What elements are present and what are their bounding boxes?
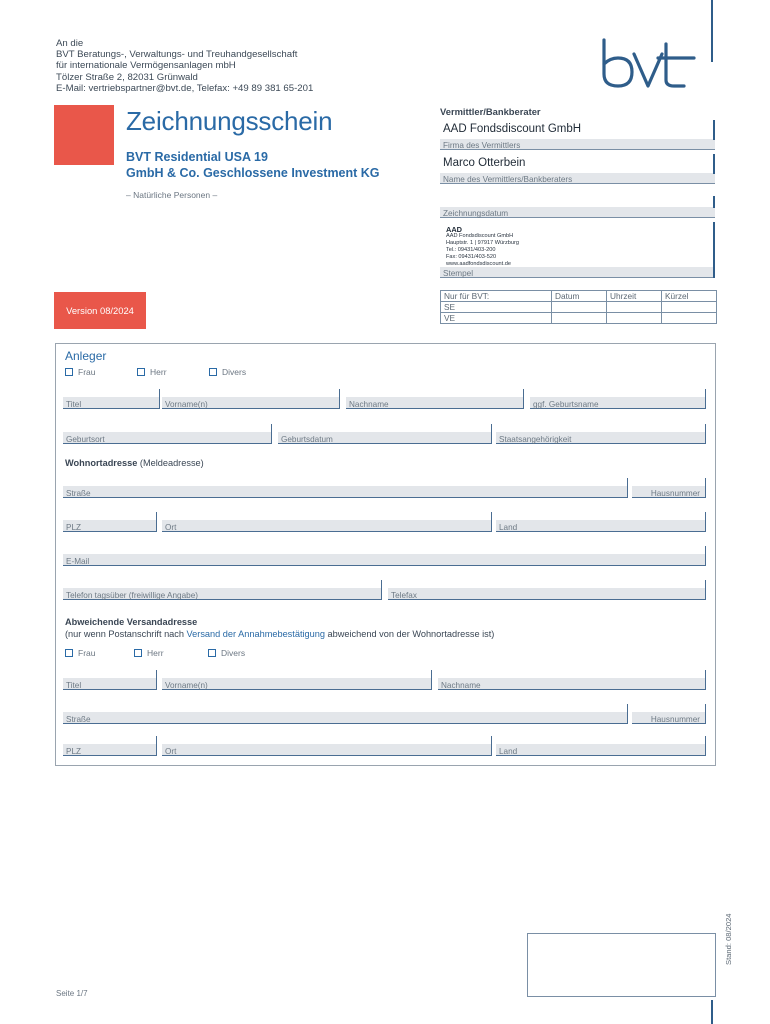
strasse-field[interactable]: Straße [63, 478, 628, 498]
versand-hausnummer-field[interactable]: Hausnummer [632, 704, 706, 724]
versand-strasse-field[interactable]: Straße [63, 704, 628, 724]
table-cell[interactable] [607, 302, 662, 313]
land-field[interactable]: Land [496, 512, 706, 532]
version-badge: Version 08/2024 [54, 292, 146, 329]
plz-field[interactable]: PLZ [63, 512, 157, 532]
anleger-section [55, 343, 716, 766]
versand-frau-checkbox[interactable]: Frau [65, 648, 95, 658]
salutation-herr-checkbox[interactable]: Herr [137, 367, 167, 377]
vermittler-heading: Vermittler/Bankberater [440, 106, 541, 117]
ort-field[interactable]: Ort [162, 512, 492, 532]
nachname-field[interactable]: Nachname [346, 389, 524, 409]
bvt-logo-icon [598, 36, 702, 92]
address-line: An die [56, 38, 84, 49]
staatsangehoerigkeit-field[interactable]: Staatsangehörigkeit [496, 424, 706, 444]
vorname-field[interactable]: Vorname(n) [162, 389, 340, 409]
titel-field[interactable]: Titel [63, 389, 160, 409]
table-header-cell: Nur für BVT: [441, 291, 552, 302]
bvt-logo [598, 36, 702, 97]
versand-nachname-field[interactable]: Nachname [438, 670, 706, 690]
accent-square [54, 105, 114, 165]
signature-box[interactable] [527, 933, 716, 997]
zeichnungsdatum-label: Zeichnungsdatum [443, 209, 509, 218]
stempel-label: Stempel [443, 269, 474, 278]
fund-name-line2: GmbH & Co. Geschlossene Investment KG [126, 166, 380, 180]
checkbox-icon [137, 368, 145, 376]
checkbox-icon [208, 649, 216, 657]
address-line: BVT Beratungs-, Verwaltungs- und Treuhandgesellschaft [56, 49, 298, 61]
table-row [441, 302, 717, 313]
checkbox-icon [134, 649, 142, 657]
vermittler-name-field[interactable] [440, 154, 715, 184]
stempel-field[interactable] [440, 222, 715, 278]
top-divider [711, 0, 713, 62]
table-cell[interactable] [552, 313, 607, 324]
table-cell[interactable] [552, 302, 607, 313]
bvt-internal-table [440, 290, 717, 324]
person-type: – Natürliche Personen – [126, 190, 218, 200]
table-header-cell: Kürzel [662, 291, 717, 302]
telefax-field[interactable]: Telefax [388, 580, 706, 600]
table-cell: VE [441, 313, 552, 324]
checkbox-icon [209, 368, 217, 376]
address-line: Tölzer Straße 2, 82031 Grünwald [56, 71, 198, 83]
versand-heading: Abweichende Versandadresse [65, 617, 198, 627]
page-number: Seite 1/7 [56, 989, 88, 998]
versand-titel-field[interactable]: Titel [63, 670, 157, 690]
email-field[interactable]: E-Mail [63, 546, 706, 566]
vermittler-name-label: Name des Vermittlers/Bankberaters [443, 175, 573, 184]
versand-land-field[interactable]: Land [496, 736, 706, 756]
table-row [441, 313, 717, 324]
salutation-divers-checkbox[interactable]: Divers [209, 367, 246, 377]
wohnort-heading: Wohnortadresse (Meldeadresse) [65, 458, 204, 468]
vermittler-name-value: Marco Otterbein [443, 157, 526, 169]
table-cell: SE [441, 302, 552, 313]
vermittler-firma-field[interactable] [440, 120, 715, 150]
page-title: Zeichnungsschein [126, 106, 333, 136]
geburtsort-field[interactable]: Geburtsort [63, 424, 272, 444]
table-cell[interactable] [607, 313, 662, 324]
geburtsname-field[interactable]: ggf. Geburtsname [530, 389, 706, 409]
stand-date: Stand: 08/2024 [724, 913, 733, 965]
versand-divers-checkbox[interactable]: Divers [208, 648, 245, 658]
address-line: für internationale Vermögensanlagen mbH [56, 60, 236, 72]
vermittler-firma-label: Firma des Vermittlers [443, 141, 521, 150]
geburtsdatum-field[interactable]: Geburtsdatum [278, 424, 492, 444]
address-line: E-Mail: vertriebspartner@bvt.de, Telefax: +49 89 381 65-201 [56, 82, 314, 94]
hausnummer-field[interactable]: Hausnummer [632, 478, 706, 498]
fund-name [126, 149, 380, 181]
versand-herr-checkbox[interactable]: Herr [134, 648, 164, 658]
salutation-frau-checkbox[interactable]: Frau [65, 367, 95, 377]
bottom-divider [711, 1000, 713, 1024]
recipient-address [56, 38, 313, 94]
vermittler-firma-value: AAD Fondsdiscount GmbH [443, 123, 582, 135]
table-row [441, 291, 717, 302]
table-cell[interactable] [662, 302, 717, 313]
versand-note: (nur wenn Postanschrift nach Versand der Annahmebestätigung abweichend von der Wohnortadresse ist) [65, 629, 495, 639]
stamp-imprint: AAD AAD Fondsdiscount GmbH Hauptstr. 1 | 97917 Würzburg Tel.: 09431/403-200 Fax: 09431/403-520 www.aadfondsdiscount.de [446, 225, 519, 267]
table-header-cell: Datum [552, 291, 607, 302]
versand-vorname-field[interactable]: Vorname(n) [162, 670, 432, 690]
versand-plz-field[interactable]: PLZ [63, 736, 157, 756]
anleger-heading: Anleger [65, 349, 107, 363]
telefon-field[interactable]: Telefon tagsüber (freiwillige Angabe) [63, 580, 382, 600]
zeichnungsdatum-field[interactable] [440, 196, 715, 218]
table-header-cell: Uhrzeit [607, 291, 662, 302]
versand-ort-field[interactable]: Ort [162, 736, 492, 756]
fund-name-line1: BVT Residential USA 19 [126, 150, 268, 164]
table-cell[interactable] [662, 313, 717, 324]
checkbox-icon [65, 649, 73, 657]
checkbox-icon [65, 368, 73, 376]
